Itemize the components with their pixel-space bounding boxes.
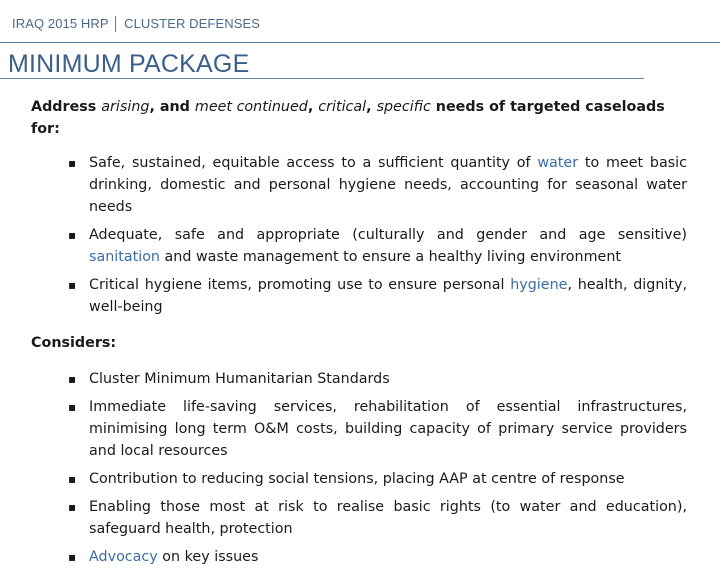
list-item bbox=[31, 224, 687, 268]
lead-text: needs of targeted caseloads for: bbox=[31, 99, 665, 137]
item-text: and waste management to ensure a healthy living environment bbox=[160, 249, 621, 265]
lead-text: , bbox=[307, 99, 319, 115]
keyword-sanitation: sanitation bbox=[89, 249, 160, 265]
item-text: Immediate life-saving services, rehabilitation of essential infrastructures, minimising long term O&M costs, building capacity of primary service providers and local resources bbox=[89, 399, 687, 459]
bullet-icon: ▪ bbox=[68, 400, 77, 414]
lead-statement bbox=[31, 96, 687, 140]
bullet-icon: ▪ bbox=[68, 550, 77, 564]
keyword-advocacy: Advocacy bbox=[89, 549, 158, 565]
item-text: to meet basic drinking, domestic and personal hygiene needs, accounting for seasonal water needs bbox=[89, 155, 687, 215]
lead-term-critical: critical bbox=[318, 99, 367, 115]
item-text: Cluster Minimum Humanitarian Standards bbox=[89, 371, 390, 387]
bullet-icon: ▪ bbox=[68, 156, 77, 170]
list-item bbox=[31, 496, 687, 540]
item-text: Contribution to reducing social tensions, placing AAP at centre of response bbox=[89, 471, 625, 487]
bullet-icon: ▪ bbox=[68, 372, 77, 386]
bullet-icon: ▪ bbox=[68, 278, 77, 292]
item-text: Safe, sustained, equitable access to a sufficient quantity of bbox=[89, 155, 538, 171]
considers-heading: Considers: bbox=[31, 335, 117, 351]
header-text: IRAQ 2015 HRP │ CLUSTER DEFENSES bbox=[12, 16, 261, 31]
item-text: on key issues bbox=[157, 549, 259, 565]
bullet-icon: ▪ bbox=[68, 500, 77, 514]
list-item bbox=[31, 546, 687, 568]
bullet-icon: ▪ bbox=[68, 228, 77, 242]
lead-term-meet-continued: meet continued bbox=[194, 99, 308, 115]
header-divider bbox=[0, 42, 720, 43]
bullet-icon: ▪ bbox=[68, 472, 77, 486]
item-text: Enabling those most at risk to realise basic rights (to water and education), safeguard health, protection bbox=[89, 499, 687, 537]
list-item bbox=[31, 468, 687, 490]
page-title: MINIMUM PACKAGE bbox=[8, 50, 250, 78]
list-item bbox=[31, 274, 687, 318]
item-text: Critical hygiene items, promoting use to ensure personal bbox=[89, 277, 511, 293]
list-item bbox=[31, 396, 687, 462]
needs-list bbox=[31, 152, 687, 318]
list-item bbox=[31, 152, 687, 218]
lead-text: Address bbox=[31, 99, 102, 115]
item-text: Adequate, safe and appropriate (culturally and gender and age sensitive) bbox=[89, 227, 687, 243]
keyword-water: water bbox=[537, 155, 579, 171]
title-divider bbox=[0, 78, 644, 79]
lead-text: , bbox=[366, 99, 377, 115]
considers-list bbox=[31, 368, 687, 568]
item-text: , health, dignity, well-being bbox=[89, 277, 687, 315]
slide-body bbox=[31, 96, 687, 574]
keyword-hygiene: hygiene bbox=[510, 277, 568, 293]
lead-term-specific: specific bbox=[376, 99, 431, 115]
lead-term-arising: arising bbox=[101, 99, 150, 115]
list-item bbox=[31, 368, 687, 390]
lead-text: , and bbox=[149, 99, 195, 115]
